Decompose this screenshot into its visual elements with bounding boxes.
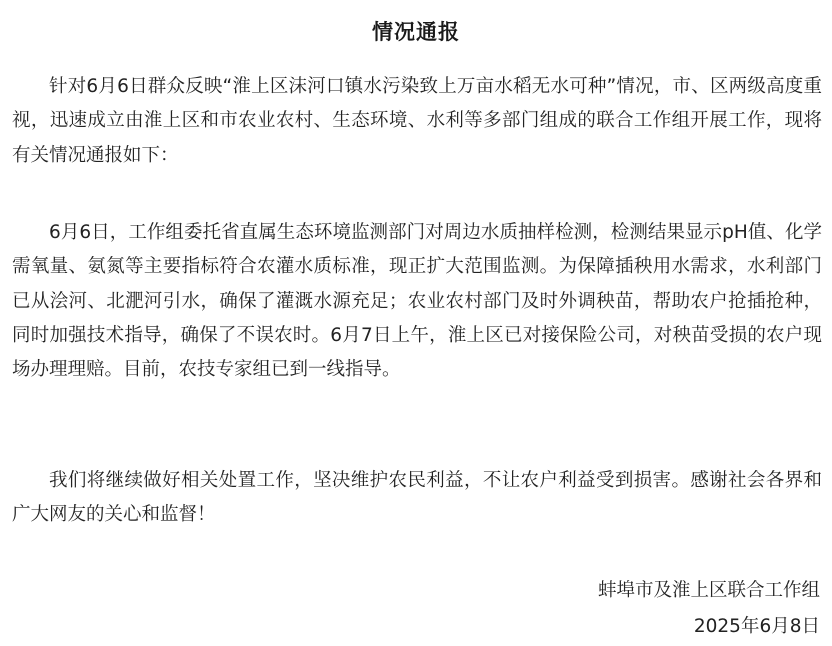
- signature-date: 2025年6月8日: [693, 616, 820, 637]
- paragraph-details: 6月6日，工作组委托省直属生态环境监测部门对周边水质抽样检测，检测结果显示pH值、化学需氧量、氨氮等主要指标符合农灌水质标准，现正扩大范围监测。为保障插秧用水需求，水利部门已从浍河、北淝河引水，确保了灌溉水源充足；农业农村部门及时外调秧苗，帮助农户抢插抢种，同时加强技术指导，确保了不误农时。6月7日上午，淮上区已对接保险公司，对秧苗受损的农户现场办理理赔。目前，农技专家组已到一线指导。: [12, 222, 822, 381]
- signature-organization: 蚌埠市及淮上区联合工作组: [597, 580, 820, 601]
- paragraph-closing: 我们将继续做好相关处置工作，坚决维护农民利益，不让农户利益受到损害。感谢社会各界和广大网友的关心和监督！: [12, 470, 822, 526]
- notice-title: 情况通报: [372, 20, 460, 44]
- paragraph-intro: 针对6月6日群众反映“淮上区沫河口镇水污染致上万亩水稻无水可种”情况，市、区两级高度重视，迅速成立由淮上区和市农业农村、生态环境、水利等多部门组成的联合工作组开展工作，现将有关情况通报如下：: [12, 76, 822, 166]
